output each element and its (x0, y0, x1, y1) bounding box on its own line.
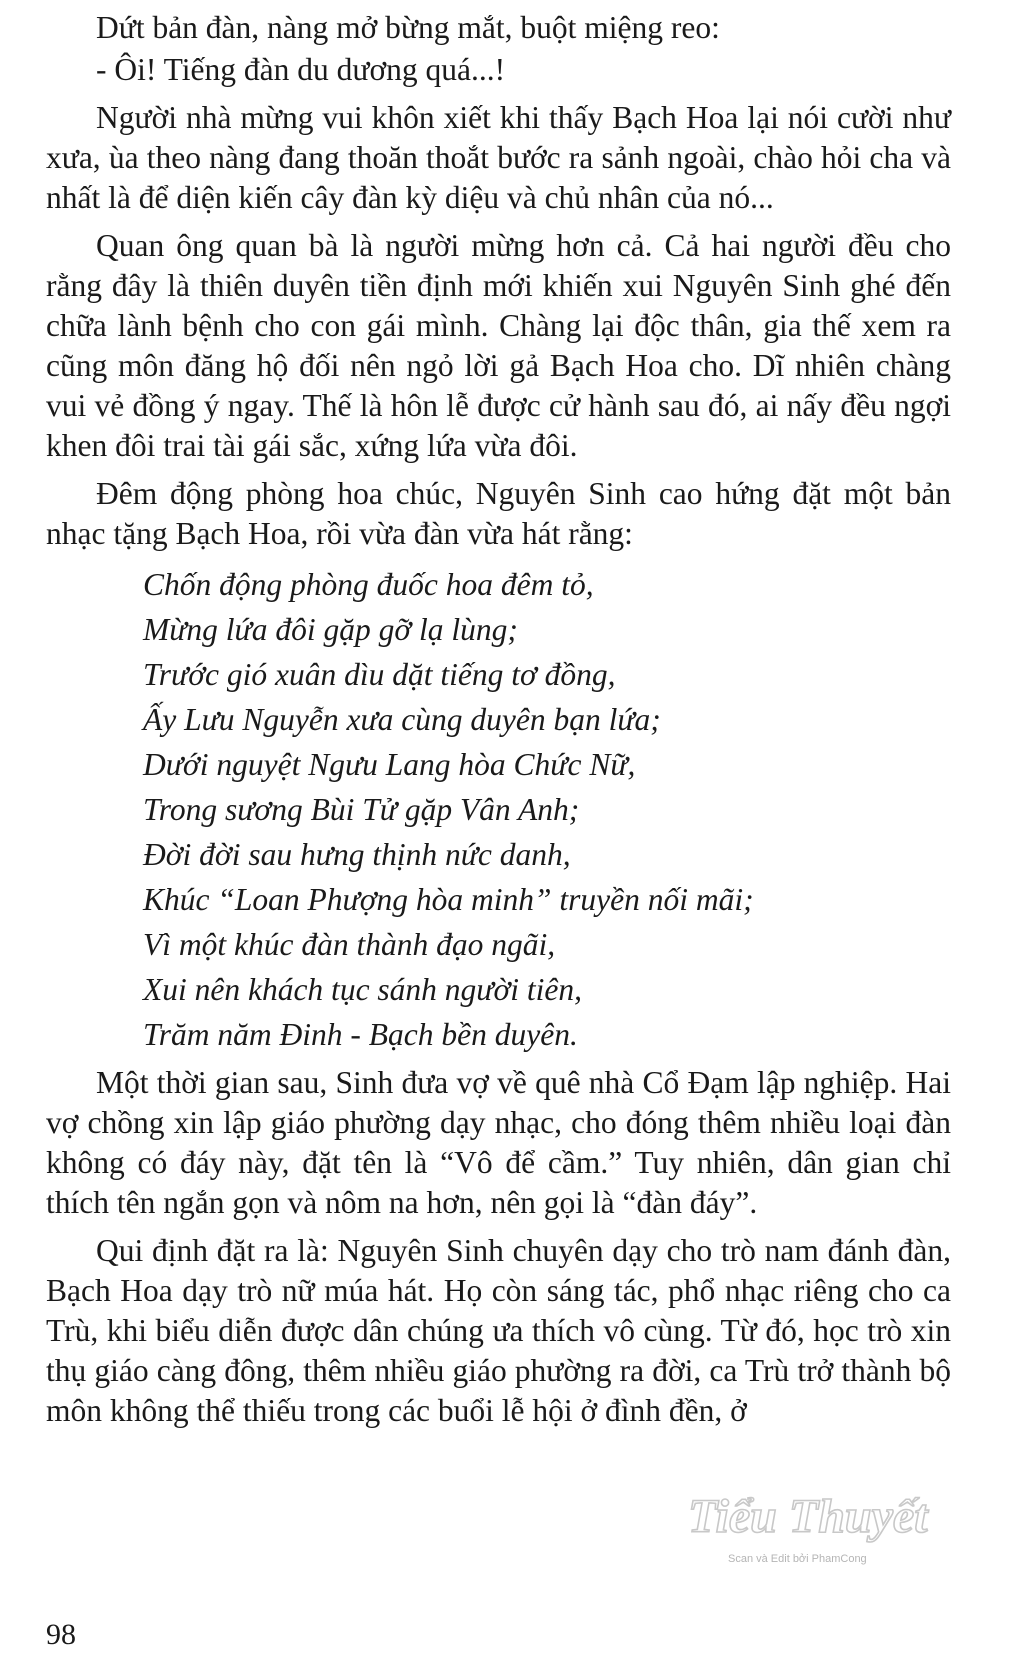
paragraph: Qui định đặt ra là: Nguyên Sinh chuyên dạy cho trò nam đánh đàn, Bạch Hoa dạy trò nữ múa hát. Họ còn sáng tác, phổ nhạc riêng cho ca Trù, khi biểu diễn được dân chúng ưa thích vô cùng. Từ đó, học trò xin thụ giáo càng đông, thêm nhiều giáo phường ra đời, ca Trù trở thành bộ môn không thể thiếu trong các buổi lễ hội ở đình đền, ở (46, 1233, 951, 1428)
paragraph: Quan ông quan bà là người mừng hơn cả. Cả hai người đều cho rằng đây là thiên duyên tiền định mới khiến xui Nguyên Sinh ghé đến chữa lành bệnh cho con gái mình. Chàng lại độc thân, gia thế xem ra cũng môn đăng hộ đối nên ngỏ lời gả Bạch Hoa cho. Dĩ nhiên chàng vui vẻ đồng ý ngay. Thế là hôn lễ được cử hành sau đó, ai nấy đều ngợi khen đôi trai tài gái sắc, xứng lứa vừa đôi. (46, 228, 951, 463)
watermark-logo (668, 1470, 988, 1590)
poem-line: Chốn động phòng đuốc hoa đêm tỏ, (143, 567, 594, 602)
watermark-subtitle: Scan và Edit bởi PhamCong (728, 1553, 867, 1565)
poem-line: Vì một khúc đàn thành đạo ngãi, (143, 927, 556, 962)
watermark-title: Tiểu Thuyết (688, 1490, 928, 1543)
paragraph: Dứt bản đàn, nàng mở bừng mắt, buột miệng reo: (96, 10, 720, 45)
paragraph: - Ôi! Tiếng đàn du dương quá...! (96, 52, 506, 87)
poem-line: Trăm năm Đinh - Bạch bền duyên. (143, 1017, 578, 1052)
poem-line: Trong sương Bùi Tử gặp Vân Anh; (143, 792, 580, 827)
poem (143, 562, 951, 1057)
poem-line: Xui nên khách tục sánh người tiên, (143, 972, 583, 1007)
poem-line: Ấy Lưu Nguyễn xưa cùng duyên bạn lứa; (143, 702, 661, 737)
paragraph: Một thời gian sau, Sinh đưa vợ về quê nhà Cổ Đạm lập nghiệp. Hai vợ chồng xin lập giáo phường dạy nhạc, cho đóng thêm nhiều loại đàn không có đáy này, đặt tên là “Vô để cầm.” Tuy nhiên, dân gian chỉ thích tên ngắn gọn và nôm na hơn, nên gọi là “đàn đáy”. (46, 1065, 951, 1220)
paragraph: Người nhà mừng vui khôn xiết khi thấy Bạch Hoa lại nói cười như xưa, ùa theo nàng đang thoăn thoắt bước ra sảnh ngoài, chào hỏi cha và nhất là để diện kiến cây đàn kỳ diệu và chủ nhân của nó... (46, 100, 951, 215)
poem-line: Khúc “Loan Phượng hòa minh” truyền nối mãi; (143, 882, 754, 917)
poem-line: Đời đời sau hưng thịnh nức danh, (143, 837, 571, 872)
poem-line: Mừng lứa đôi gặp gỡ lạ lùng; (143, 612, 518, 647)
poem-line: Dưới nguyệt Ngưu Lang hòa Chức Nữ, (143, 747, 636, 782)
paragraph: Đêm động phòng hoa chúc, Nguyên Sinh cao hứng đặt một bản nhạc tặng Bạch Hoa, rồi vừa đàn vừa hát rằng: (46, 476, 951, 551)
page-body (46, 8, 951, 1439)
poem-line: Trước gió xuân dìu dặt tiếng tơ đồng, (143, 657, 616, 692)
page-number: 98 (46, 1618, 76, 1651)
